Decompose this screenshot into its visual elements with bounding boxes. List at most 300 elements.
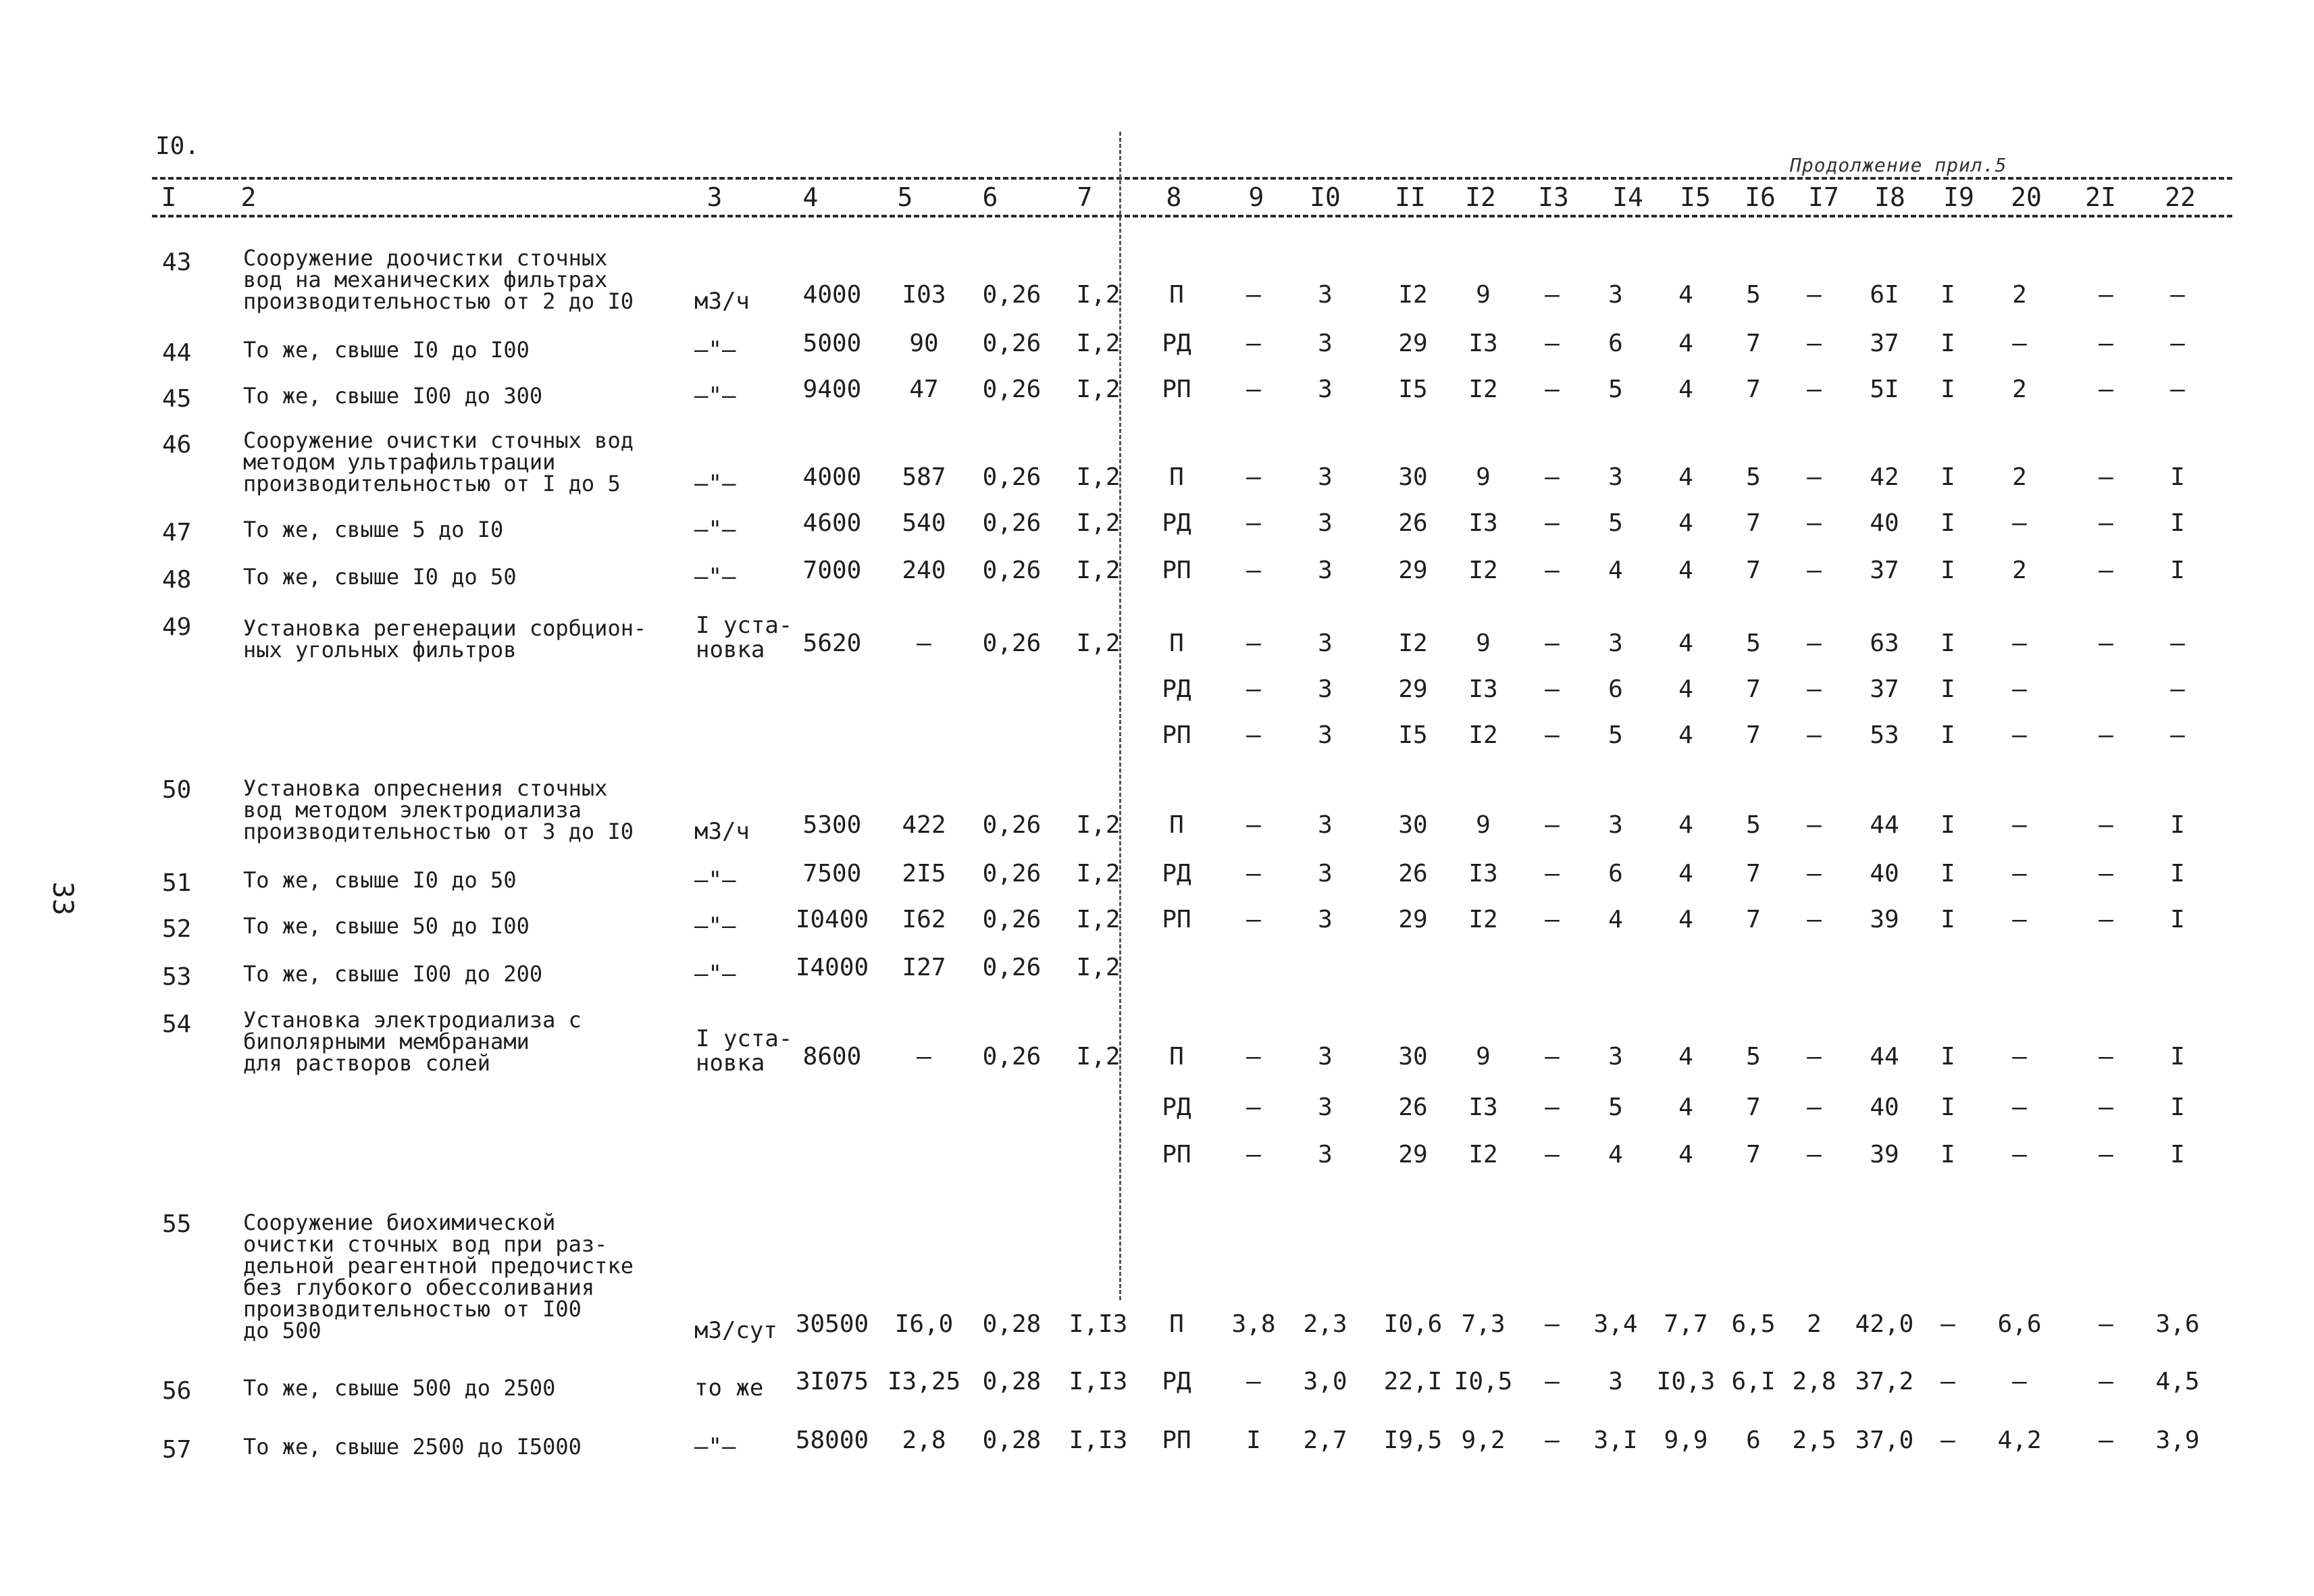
cell-col-4: 4000 (802, 463, 862, 491)
column-header-1: I (161, 182, 177, 212)
cell-col-11: I9,5 (1383, 1426, 1443, 1454)
cell-col-15: 4 (1678, 330, 1693, 357)
cell-col-11: 30 (1398, 463, 1428, 491)
row-description: То же, свыше 2500 до I5000 (243, 1434, 582, 1460)
cell-col-20: – (2012, 1093, 2027, 1121)
cell-col-12: I2 (1468, 376, 1498, 403)
cell-col-6: 0,28 (982, 1310, 1042, 1338)
cell-col-20: 6,6 (1997, 1310, 2042, 1338)
cell-col-22: – (2170, 675, 2185, 703)
column-header-13: I3 (1538, 182, 1569, 212)
cell-col-6: 0,26 (982, 463, 1042, 491)
cell-col-6: 0,26 (982, 330, 1042, 357)
cell-col-20: 2 (2012, 463, 2027, 491)
cell-col-5: I62 (902, 906, 946, 933)
cell-col-13: – (1545, 557, 1560, 584)
cell-col-10: 3 (1318, 906, 1333, 933)
cell-col-20: – (2012, 675, 2027, 703)
cell-col-19: I (1940, 860, 1955, 887)
cell-col-19: I (1940, 557, 1955, 584)
row-number: 45 (162, 385, 192, 413)
cell-col-7: I,2 (1076, 906, 1121, 933)
cell-col-20: – (2012, 330, 2027, 357)
cell-col-17: 2,8 (1792, 1368, 1836, 1395)
cell-col-4: 5300 (802, 811, 862, 839)
cell-col-17: – (1807, 811, 1822, 839)
row-number: 50 (162, 776, 192, 804)
cell-col-15: 7,7 (1664, 1310, 1708, 1338)
cell-col-22: – (2170, 721, 2185, 749)
cell-col-19: I (1940, 906, 1955, 933)
cell-col-18: 53 (1870, 721, 1899, 749)
cell-col-19: I (1940, 721, 1955, 749)
cell-col-10: 2,7 (1303, 1426, 1347, 1454)
cell-col-20: – (2012, 629, 2027, 657)
cell-col-22: I (2170, 1093, 2185, 1121)
cell-col-17: 2 (1807, 1310, 1822, 1338)
cell-col-6: 0,26 (982, 906, 1042, 933)
cell-col-15: 4 (1678, 1141, 1693, 1168)
cell-col-14: 5 (1608, 376, 1623, 403)
row-unit: –"– (694, 1433, 736, 1460)
cell-col-13: – (1545, 281, 1560, 309)
row-unit: м3/ч (694, 818, 750, 845)
cell-col-11: 29 (1398, 330, 1428, 357)
cell-col-16: 6 (1746, 1426, 1761, 1454)
row-description: Установка опреснения сточных вод методом электродиализа производительностью от 3 до I0 (243, 775, 634, 844)
cell-col-15: 4 (1678, 629, 1693, 657)
cell-col-22: I (2170, 557, 2185, 584)
cell-col-21: – (2099, 906, 2113, 933)
cell-col-10: 3 (1318, 1141, 1333, 1168)
cell-col-19: I (1940, 1093, 1955, 1121)
cell-col-12: I3 (1468, 860, 1498, 887)
row-description: Сооружение доочистки сточных вод на механических фильтрах производительностью от 2 до I0 (243, 245, 634, 314)
cell-col-11: 29 (1398, 1141, 1428, 1168)
cell-col-9: – (1246, 675, 1261, 703)
cell-col-18: 40 (1870, 1093, 1899, 1121)
cell-col-16: 7 (1746, 557, 1761, 584)
cell-col-19: I (1940, 1043, 1955, 1071)
cell-col-15: 4 (1678, 1043, 1693, 1071)
column-header-20: 20 (2011, 182, 2042, 212)
cell-col-12: 7,3 (1461, 1310, 1506, 1338)
cell-col-17: – (1807, 330, 1822, 357)
cell-col-17: – (1807, 281, 1822, 309)
row-description: Сооружение очистки сточных вод методом ультрафильтрации производительностью от I до 5 (243, 428, 634, 496)
cell-col-12: I3 (1468, 509, 1498, 537)
cell-col-12: 9 (1476, 629, 1491, 657)
cell-col-10: 3 (1318, 675, 1333, 703)
row-unit: –"– (694, 563, 736, 590)
cell-col-9: – (1246, 629, 1261, 657)
cell-col-21: – (2099, 721, 2113, 749)
row-description: То же, свыше I0 до 50 (243, 564, 517, 590)
cell-col-4: I4000 (795, 954, 869, 981)
cell-col-21: – (2099, 509, 2113, 537)
row-description: Сооружение биохимической очистки сточных вод при раз- дельной реагентной предочистке без глубокого обессоливания производительностью от I00 до 500 (243, 1210, 634, 1343)
row-description: То же, свыше 5 до I0 (243, 517, 504, 542)
cell-col-10: 3 (1318, 811, 1333, 839)
cell-col-13: – (1545, 1426, 1560, 1454)
column-header-7: 7 (1077, 182, 1093, 212)
cell-col-15: 4 (1678, 811, 1693, 839)
cell-col-18: 42,0 (1855, 1310, 1914, 1338)
cell-col-9: – (1246, 1368, 1261, 1395)
cell-col-11: 26 (1398, 509, 1428, 537)
page-number: I0. (155, 132, 200, 160)
cell-col-20: – (2012, 811, 2027, 839)
cell-col-14: 3 (1608, 1368, 1623, 1395)
cell-col-12: 9,2 (1461, 1426, 1506, 1454)
cell-col-8: РД (1162, 509, 1191, 537)
cell-col-14: 3 (1608, 463, 1623, 491)
cell-col-4: 3I075 (795, 1368, 869, 1395)
cell-col-11: I5 (1398, 376, 1428, 403)
cell-col-7: I,2 (1076, 860, 1121, 887)
cell-col-10: 3 (1318, 376, 1333, 403)
cell-col-10: 3 (1318, 509, 1333, 537)
cell-col-18: 40 (1870, 860, 1899, 887)
cell-col-7: I,2 (1076, 376, 1121, 403)
cell-col-7: I,I3 (1069, 1310, 1128, 1338)
cell-col-10: 2,3 (1303, 1310, 1347, 1338)
cell-col-5: 422 (902, 811, 946, 839)
column-header-5: 5 (897, 182, 913, 212)
column-header-12: I2 (1465, 182, 1496, 212)
cell-col-8: РД (1162, 1368, 1191, 1395)
row-description: Установка электродиализа с биполярными мембранами для растворов солей (243, 1007, 582, 1076)
cell-col-17: – (1807, 721, 1822, 749)
cell-col-13: – (1545, 1043, 1560, 1071)
cell-col-8: РП (1162, 557, 1191, 584)
cell-col-8: РП (1162, 1141, 1191, 1168)
cell-col-10: 3 (1318, 860, 1333, 887)
cell-col-12: I3 (1468, 675, 1498, 703)
row-description: То же, свыше 500 до 2500 (243, 1375, 556, 1401)
row-number: 54 (162, 1010, 192, 1038)
cell-col-21: – (2099, 1426, 2113, 1454)
cell-col-15: 4 (1678, 281, 1693, 309)
row-unit: м3/сут (694, 1317, 777, 1344)
cell-col-9: – (1246, 557, 1261, 584)
cell-col-9: – (1246, 1141, 1261, 1168)
cell-col-19: I (1940, 330, 1955, 357)
cell-col-18: 44 (1870, 1043, 1899, 1071)
cell-col-6: 0,26 (982, 860, 1042, 887)
cell-col-5: I6,0 (894, 1310, 954, 1338)
cell-col-20: – (2012, 1141, 2027, 1168)
cell-col-11: 22,I (1383, 1368, 1443, 1395)
cell-col-4: 4000 (802, 281, 862, 309)
cell-col-22: 3,9 (2155, 1426, 2200, 1454)
cell-col-14: 5 (1608, 721, 1623, 749)
cell-col-15: I0,3 (1656, 1368, 1716, 1395)
cell-col-5: I27 (902, 954, 946, 981)
cell-col-16: 7 (1746, 509, 1761, 537)
cell-col-7: I,2 (1076, 463, 1121, 491)
cell-col-12: 9 (1476, 281, 1491, 309)
cell-col-7: I,2 (1076, 330, 1121, 357)
column-header-9: 9 (1248, 182, 1264, 212)
cell-col-15: 9,9 (1664, 1426, 1708, 1454)
cell-col-16: 5 (1746, 629, 1761, 657)
row-unit: I уста- новка (696, 1025, 793, 1077)
cell-col-18: 37,2 (1855, 1368, 1914, 1395)
cell-col-16: 5 (1746, 281, 1761, 309)
cell-col-6: 0,28 (982, 1426, 1042, 1454)
cell-col-21: – (2099, 1141, 2113, 1168)
cell-col-19: I (1940, 376, 1955, 403)
cell-col-16: 7 (1746, 906, 1761, 933)
row-unit: –"– (694, 382, 736, 409)
cell-col-6: 0,26 (982, 811, 1042, 839)
row-unit: м3/ч (694, 288, 750, 315)
cell-col-11: 29 (1398, 906, 1428, 933)
cell-col-11: 26 (1398, 1093, 1428, 1121)
column-header-3: 3 (706, 182, 723, 212)
row-description: Установка регенерации сорбцион- ных угольных фильтров (243, 615, 647, 663)
cell-col-17: – (1807, 463, 1822, 491)
cell-col-9: – (1246, 906, 1261, 933)
cell-col-13: – (1545, 509, 1560, 537)
cell-col-8: П (1169, 811, 1184, 839)
cell-col-12: 9 (1476, 811, 1491, 839)
cell-col-22: – (2170, 281, 2185, 309)
cell-col-15: 4 (1678, 376, 1693, 403)
cell-col-15: 4 (1678, 1093, 1693, 1121)
cell-col-6: 0,26 (982, 1043, 1042, 1071)
row-number: 49 (162, 613, 192, 641)
column-header-17: I7 (1808, 182, 1839, 212)
cell-col-8: РП (1162, 376, 1191, 403)
cell-col-22: – (2170, 376, 2185, 403)
cell-col-4: 8600 (802, 1043, 862, 1071)
cell-col-4: 58000 (795, 1426, 869, 1454)
cell-col-19: I (1940, 675, 1955, 703)
column-header-21: 2I (2085, 182, 2116, 212)
cell-col-7: I,2 (1076, 954, 1121, 981)
cell-col-5: 540 (902, 509, 946, 537)
cell-col-21: – (2099, 860, 2113, 887)
cell-col-18: 37 (1870, 557, 1899, 584)
cell-col-18: 5I (1870, 376, 1899, 403)
cell-col-10: 3 (1318, 1043, 1333, 1071)
row-description: То же, свыше I00 до 200 (243, 961, 543, 987)
cell-col-7: I,I3 (1069, 1426, 1128, 1454)
header-rule-top (152, 177, 2232, 180)
cell-col-9: 3,8 (1231, 1310, 1276, 1338)
cell-col-8: П (1169, 1043, 1184, 1071)
cell-col-11: 26 (1398, 860, 1428, 887)
cell-col-22: – (2170, 629, 2185, 657)
cell-col-7: I,2 (1076, 557, 1121, 584)
cell-col-13: – (1545, 1368, 1560, 1395)
cell-col-9: – (1246, 811, 1261, 839)
cell-col-15: 4 (1678, 906, 1693, 933)
cell-col-7: I,2 (1076, 811, 1121, 839)
cell-col-22: I (2170, 509, 2185, 537)
side-page-number: 33 (47, 881, 80, 916)
cell-col-18: 6I (1870, 281, 1899, 309)
cell-col-15: 4 (1678, 509, 1693, 537)
cell-col-21: – (2099, 330, 2113, 357)
cell-col-6: 0,26 (982, 557, 1042, 584)
cell-col-9: – (1246, 509, 1261, 537)
cell-col-20: 2 (2012, 376, 2027, 403)
cell-col-14: 5 (1608, 509, 1623, 537)
column-header-22: 22 (2165, 182, 2196, 212)
cell-col-6: 0,26 (982, 376, 1042, 403)
cell-col-13: – (1545, 376, 1560, 403)
cell-col-18: 63 (1870, 629, 1899, 657)
row-unit: –"– (694, 867, 736, 894)
cell-col-12: I2 (1468, 721, 1498, 749)
cell-col-14: 6 (1608, 860, 1623, 887)
cell-col-19: I (1940, 811, 1955, 839)
cell-col-17: – (1807, 1093, 1822, 1121)
cell-col-15: 4 (1678, 721, 1693, 749)
row-number: 53 (162, 963, 192, 991)
cell-col-12: I2 (1468, 557, 1498, 584)
cell-col-17: – (1807, 629, 1822, 657)
cell-col-11: I2 (1398, 629, 1428, 657)
row-description: То же, свыше 50 до I00 (243, 913, 530, 939)
cell-col-20: – (2012, 1043, 2027, 1071)
cell-col-20: 2 (2012, 281, 2027, 309)
cell-col-6: 0,28 (982, 1368, 1042, 1395)
row-unit: –"– (694, 516, 736, 543)
cell-col-15: 4 (1678, 860, 1693, 887)
cell-col-22: I (2170, 860, 2185, 887)
row-number: 56 (162, 1377, 192, 1405)
cell-col-14: 5 (1608, 1093, 1623, 1121)
row-description: То же, свыше I00 до 300 (243, 383, 543, 409)
cell-col-14: 3,4 (1593, 1310, 1638, 1338)
cell-col-4: 9400 (802, 376, 862, 403)
cell-col-8: П (1169, 281, 1184, 309)
cell-col-8: РД (1162, 675, 1191, 703)
cell-col-9: – (1246, 281, 1261, 309)
cell-col-19: – (1940, 1426, 1955, 1454)
cell-col-5: I3,25 (887, 1368, 961, 1395)
cell-col-10: 3,0 (1303, 1368, 1347, 1395)
cell-col-19: I (1940, 281, 1955, 309)
cell-col-14: 3 (1608, 281, 1623, 309)
cell-col-15: 4 (1678, 463, 1693, 491)
cell-col-17: – (1807, 376, 1822, 403)
cell-col-18: 42 (1870, 463, 1899, 491)
row-number: 43 (162, 249, 192, 276)
cell-col-15: 4 (1678, 675, 1693, 703)
cell-col-20: – (2012, 721, 2027, 749)
cell-col-8: РД (1162, 1093, 1191, 1121)
cell-col-14: 4 (1608, 1141, 1623, 1168)
cell-col-17: – (1807, 1141, 1822, 1168)
column-header-19: I9 (1943, 182, 1974, 212)
cell-col-17: – (1807, 509, 1822, 537)
cell-col-13: – (1545, 906, 1560, 933)
cell-col-16: 6,5 (1731, 1310, 1776, 1338)
cell-col-9: – (1246, 463, 1261, 491)
cell-col-12: 9 (1476, 463, 1491, 491)
cell-col-22: I (2170, 811, 2185, 839)
cell-col-21: – (2099, 1043, 2113, 1071)
cell-col-18: 40 (1870, 509, 1899, 537)
cell-col-10: 3 (1318, 330, 1333, 357)
cell-col-7: I,I3 (1069, 1368, 1128, 1395)
cell-col-12: I3 (1468, 330, 1498, 357)
cell-col-8: П (1169, 1310, 1184, 1338)
cell-col-19: I (1940, 509, 1955, 537)
cell-col-11: 29 (1398, 675, 1428, 703)
cell-col-14: 6 (1608, 675, 1623, 703)
row-number: 48 (162, 566, 192, 594)
cell-col-6: 0,26 (982, 954, 1042, 981)
cell-col-8: П (1169, 629, 1184, 657)
cell-col-13: – (1545, 811, 1560, 839)
cell-col-16: 7 (1746, 675, 1761, 703)
cell-col-13: – (1545, 721, 1560, 749)
cell-col-10: 3 (1318, 557, 1333, 584)
cell-col-9: – (1246, 376, 1261, 403)
cell-col-7: I,2 (1076, 629, 1121, 657)
cell-col-13: – (1545, 330, 1560, 357)
cell-col-22: 3,6 (2155, 1310, 2200, 1338)
cell-col-20: – (2012, 509, 2027, 537)
cell-col-17: 2,5 (1792, 1426, 1836, 1454)
cell-col-19: – (1940, 1368, 1955, 1395)
column-header-11: II (1395, 182, 1426, 212)
header-rule-bottom (152, 215, 2232, 217)
cell-col-21: – (2099, 557, 2113, 584)
cell-col-4: 7000 (802, 557, 862, 584)
row-number: 52 (162, 915, 192, 943)
cell-col-16: 7 (1746, 860, 1761, 887)
cell-col-11: 30 (1398, 1043, 1428, 1071)
row-description: То же, свыше I0 до I00 (243, 337, 530, 363)
cell-col-21: – (2099, 629, 2113, 657)
cell-col-5: 2I5 (902, 860, 946, 887)
cell-col-20: 4,2 (1997, 1426, 2042, 1454)
cell-col-11: 30 (1398, 811, 1428, 839)
column-header-2: 2 (240, 182, 257, 212)
cell-col-4: I0400 (795, 906, 869, 933)
cell-col-18: 37 (1870, 330, 1899, 357)
cell-col-19: I (1940, 463, 1955, 491)
cell-col-13: – (1545, 463, 1560, 491)
cell-col-4: 4600 (802, 509, 862, 537)
row-unit: то же (694, 1374, 764, 1401)
cell-col-14: 4 (1608, 557, 1623, 584)
cell-col-18: 44 (1870, 811, 1899, 839)
cell-col-12: I0,5 (1454, 1368, 1513, 1395)
cell-col-14: 4 (1608, 906, 1623, 933)
cell-col-4: 5620 (802, 629, 862, 657)
column-header-18: I8 (1874, 182, 1905, 212)
cell-col-4: 30500 (795, 1310, 869, 1338)
cell-col-10: 3 (1318, 281, 1333, 309)
cell-col-18: 37,0 (1855, 1426, 1914, 1454)
cell-col-19: – (1940, 1310, 1955, 1338)
cell-col-9: – (1246, 330, 1261, 357)
cell-col-18: 37 (1870, 675, 1899, 703)
cell-col-13: – (1545, 675, 1560, 703)
column-header-6: 6 (982, 182, 998, 212)
cell-col-18: 39 (1870, 906, 1899, 933)
cell-col-5: 2,8 (902, 1426, 946, 1454)
cell-col-11: I5 (1398, 721, 1428, 749)
